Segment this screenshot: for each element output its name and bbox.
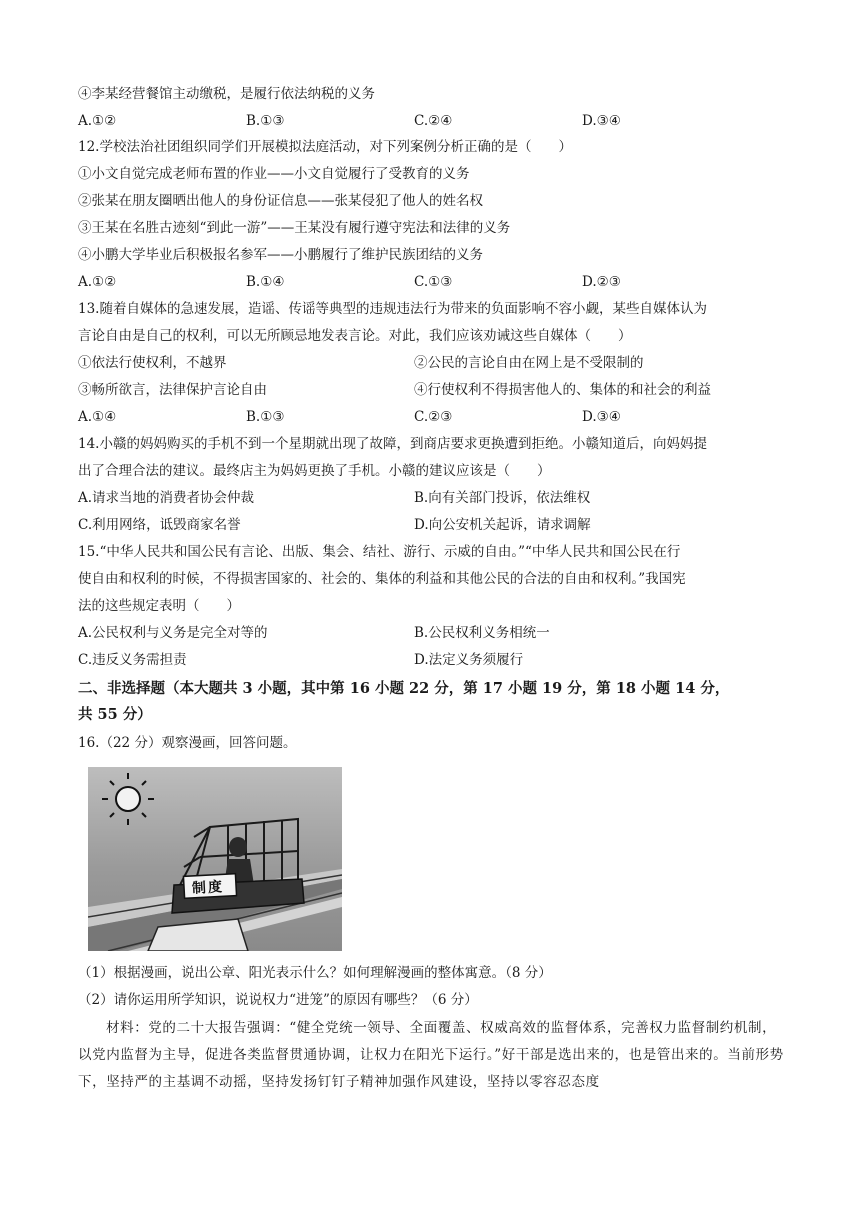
q13-item-1: ①依法行使权利，不越界	[78, 355, 227, 371]
q11-option-c: C.②④	[414, 113, 453, 129]
q11-item-4: ④李某经营餐馆主动缴税，是履行依法纳税的义务	[78, 86, 375, 102]
q15-stem-line-1: 15.“中华人民共和国公民有言论、出版、集会、结社、游行、示威的自由。”“中华人民共和国公民在行	[78, 544, 681, 560]
q14-option-a: A.请求当地的消费者协会仲裁	[78, 490, 255, 506]
q16-material-paragraph: 材料：党的二十大报告强调：“健全党统一领导、全面覆盖、权威高效的监督体系，完善权力监督制约机制，以党内监督为主导，促进各类监督贯通协调，让权力在阳光下运行。”好干部是选出来的，也是管出来的。当前形势下，坚持严的主基调不动摇，坚持发扬钉钉子精神加强作风建设，坚持以零容忍态度	[78, 1020, 784, 1090]
q15-option-b: B.公民权利义务相统一	[414, 625, 550, 641]
q12-stem: 12.学校法治社团组织同学们开展模拟法庭活动，对下列案例分析正确的是（ ）	[78, 139, 572, 155]
q13-item-2: ②公民的言论自由在网上是不受限制的	[414, 355, 644, 371]
q14-stem-line-2: 出了合理合法的建议。最终店主为妈妈更换了手机。小赣的建议应该是（ ）	[78, 463, 551, 479]
q13-item-4: ④行使权利不得损害他人的、集体的和社会的利益	[414, 382, 711, 398]
q13-option-b: B.①③	[246, 409, 285, 425]
q12-item-3: ③王某在名胜古迹刻“到此一游”——王某没有履行遵守宪法和法律的义务	[78, 220, 511, 236]
q13-option-a: A.①④	[78, 409, 117, 425]
q15-option-c: C.违反义务需担责	[78, 652, 187, 668]
q14-option-c: C.利用网络，诋毁商家名誉	[78, 517, 241, 533]
q13-option-d: D.③④	[582, 409, 621, 425]
q14-option-d: D.向公安机关起诉，请求调解	[414, 517, 591, 533]
cartoon-image	[88, 767, 342, 951]
section-2-heading-line-1: 二、非选择题（本大题共 3 小题，其中第 16 小题 22 分，第 17 小题 19 分，第 18 小题 14 分，	[78, 680, 730, 697]
q12-option-a: A.①②	[78, 274, 117, 290]
q11-option-d: D.③④	[582, 113, 621, 129]
q13-stem-line-1: 13.随着自媒体的急速发展，造谣、传谣等典型的违规违法行为带来的负面影响不容小觑，某些自媒体认为	[78, 301, 707, 317]
section-2-heading-line-2: 共 55 分）	[78, 706, 152, 723]
q15-stem-line-3: 法的这些规定表明（ ）	[78, 598, 240, 614]
cartoon-sign-label: 制度	[191, 879, 225, 897]
q15-stem-line-2: 使自由和权利的时候，不得损害国家的、社会的、集体的利益和其他公民的合法的自由和权利。”我国宪	[78, 571, 686, 587]
q12-option-d: D.②③	[582, 274, 621, 290]
q12-item-4: ④小鹏大学毕业后积极报名参军——小鹏履行了维护民族团结的义务	[78, 247, 483, 263]
q12-item-1: ①小文自觉完成老师布置的作业——小文自觉履行了受教育的义务	[78, 166, 470, 182]
q12-option-b: B.①④	[246, 274, 285, 290]
q16-sub-question-1: （1）根据漫画，说出公章、阳光表示什么？如何理解漫画的整体寓意。（8 分）	[78, 965, 552, 981]
q15-option-a: A.公民权利与义务是完全对等的	[78, 625, 268, 641]
q15-option-d: D.法定义务须履行	[414, 652, 524, 668]
q14-stem-line-1: 14.小赣的妈妈购买的手机不到一个星期就出现了故障，到商店要求更换遭到拒绝。小赣知道后，向妈妈提	[78, 436, 707, 452]
q16-sub-question-2: （2）请你运用所学知识，说说权力“进笼”的原因有哪些？（6 分）	[78, 992, 478, 1008]
q12-item-2: ②张某在朋友圈晒出他人的身份证信息——张某侵犯了他人的姓名权	[78, 193, 483, 209]
q11-option-b: B.①③	[246, 113, 285, 129]
q14-option-b: B.向有关部门投诉，依法维权	[414, 490, 591, 506]
q13-item-3: ③畅所欲言，法律保护言论自由	[78, 382, 267, 398]
q12-option-c: C.①③	[414, 274, 453, 290]
q16-stem: 16.（22 分）观察漫画，回答问题。	[78, 735, 297, 751]
q11-option-a: A.①②	[78, 113, 117, 129]
q13-stem-line-2: 言论自由是自己的权利，可以无所顾忌地发表言论。对此，我们应该劝诫这些自媒体（ ）	[78, 328, 632, 344]
q13-option-c: C.②③	[414, 409, 453, 425]
